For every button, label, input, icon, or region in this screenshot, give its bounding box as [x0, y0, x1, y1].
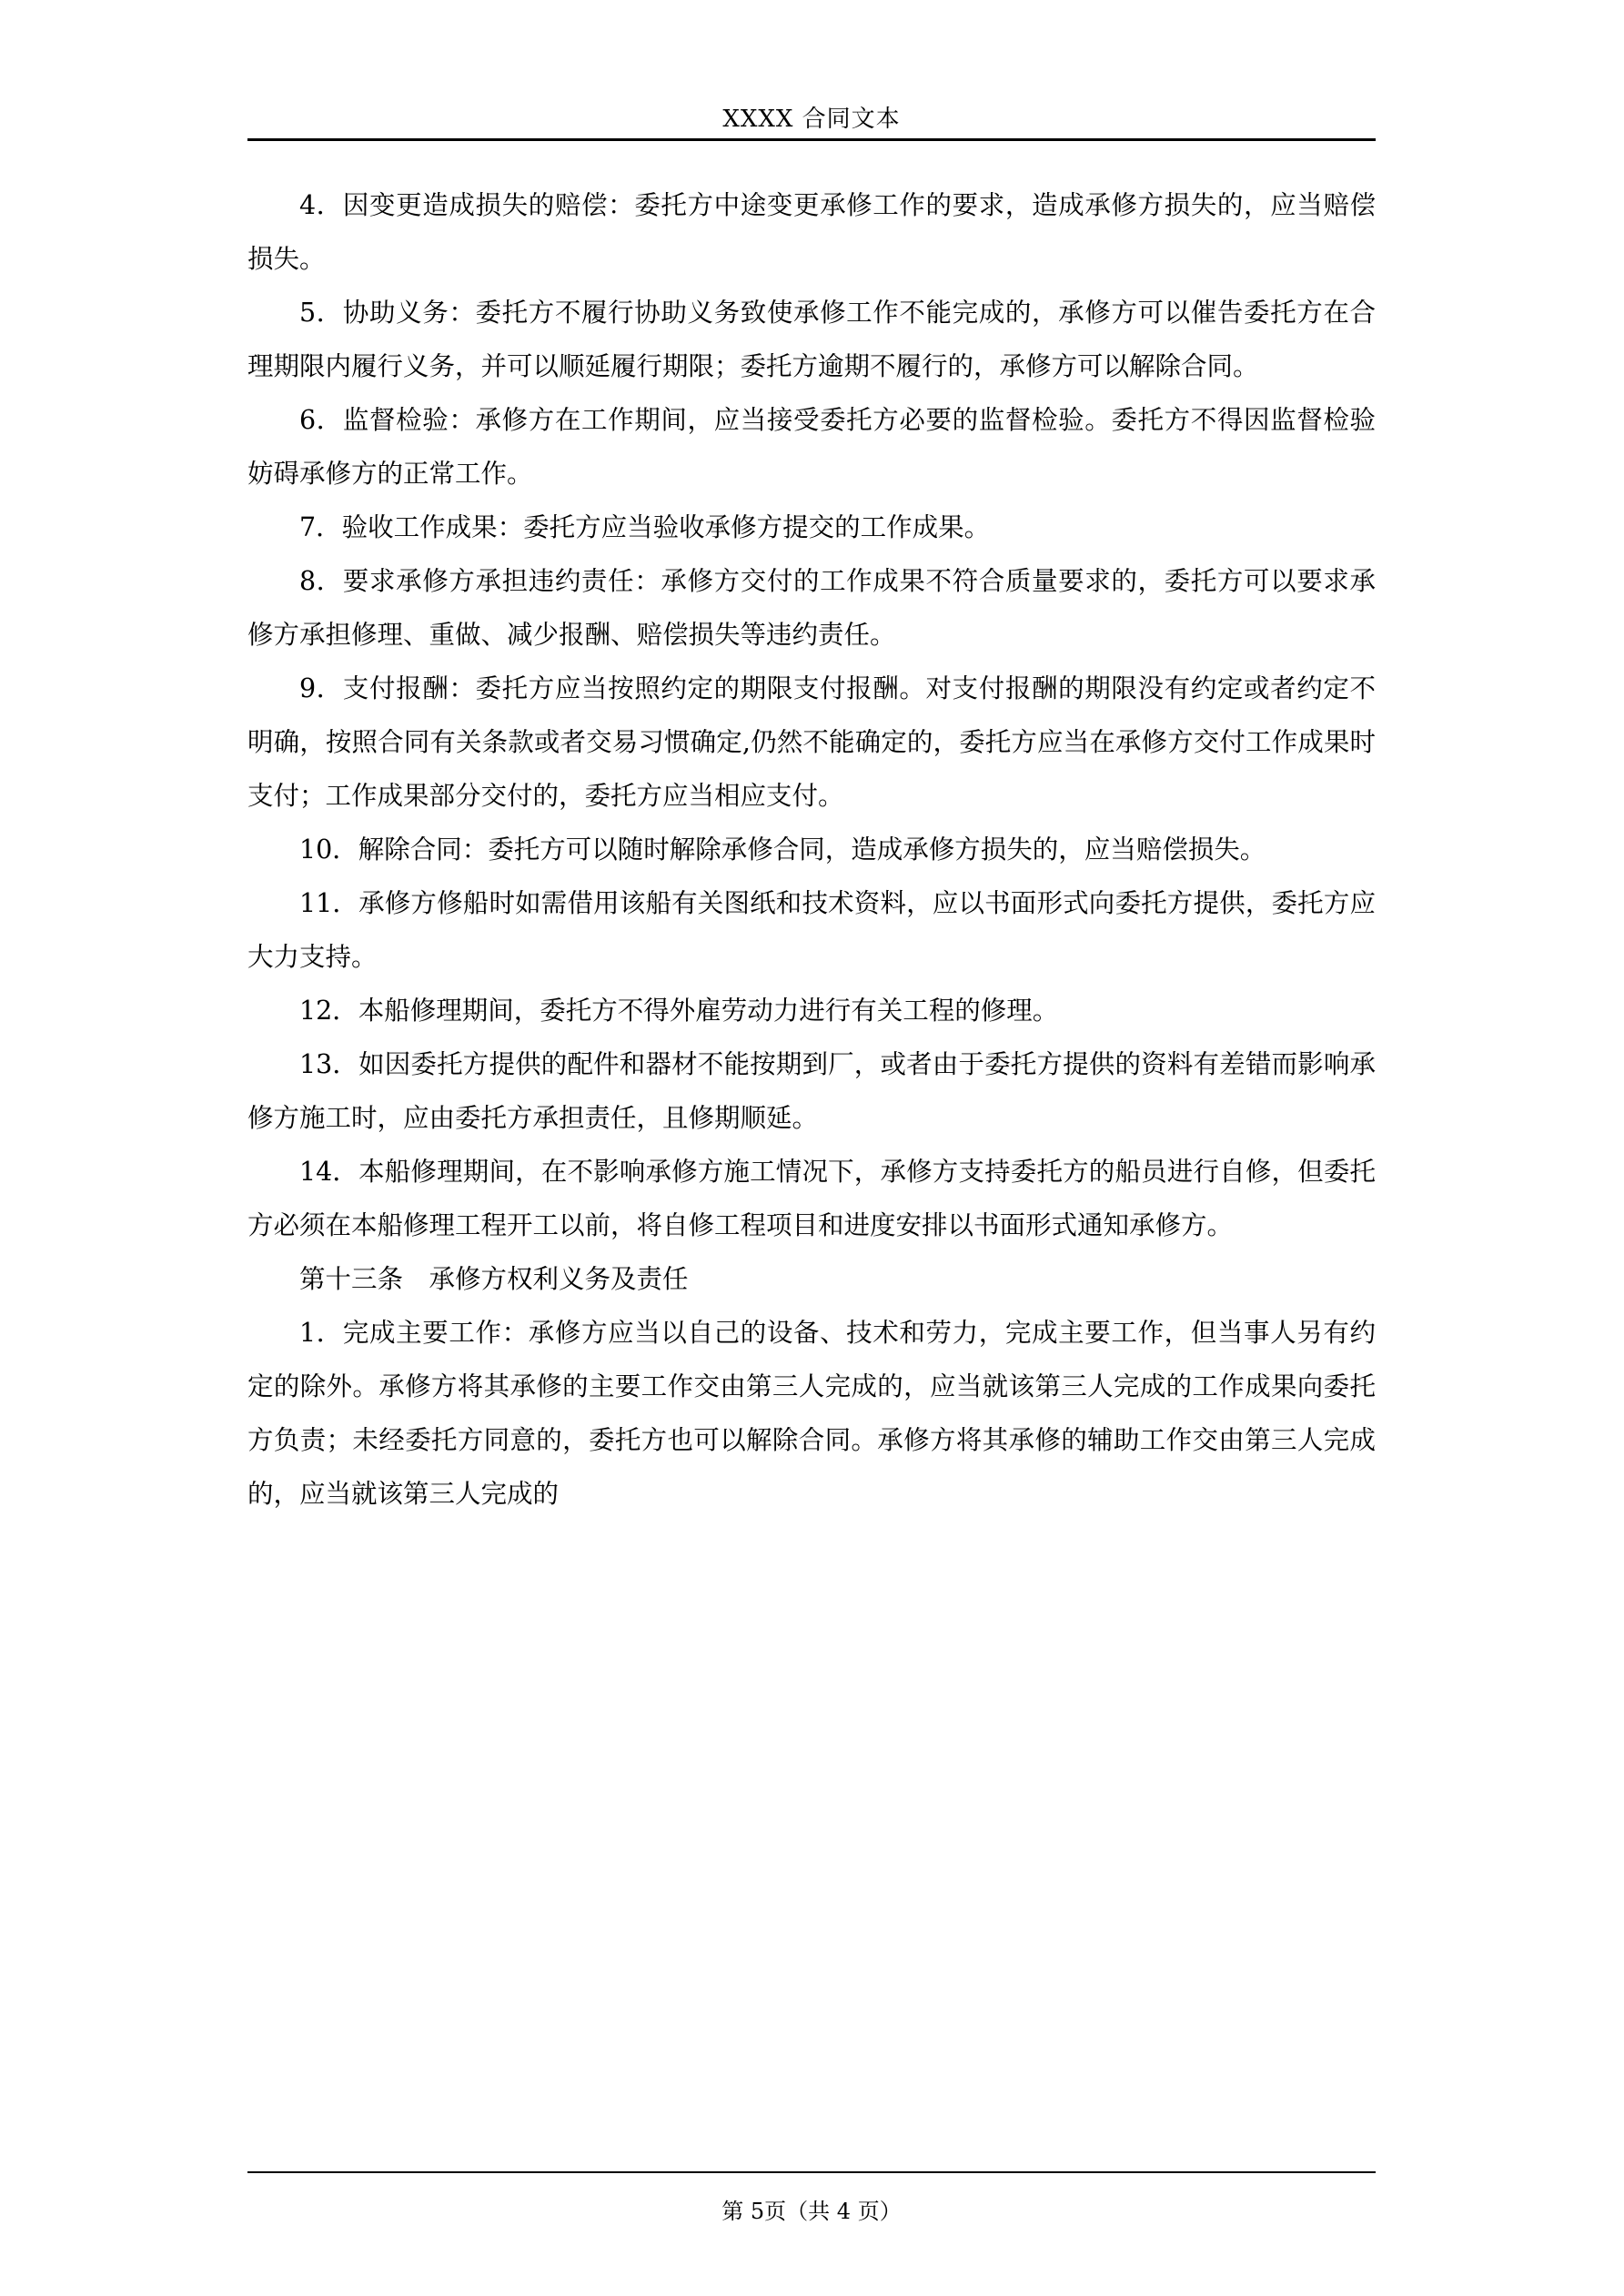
paragraph: 12．本船修理期间，委托方不得外雇劳动力进行有关工程的修理。 — [299, 996, 1059, 1026]
page-content — [247, 0, 1376, 2296]
paragraph: 11．承修方修船时如需借用该船有关图纸和技术资料，应以书面形式向委托方提供，委托方应大力支持。 — [247, 888, 1376, 972]
paragraph: 10．解除合同：委托方可以随时解除承修合同，造成承修方损失的，应当赔偿损失。 — [299, 834, 1266, 865]
document-body — [247, 178, 1376, 1521]
page-number: 第 5页（共 4 页） — [721, 2199, 902, 2224]
paragraph: 14．本船修理期间，在不影响承修方施工情况下，承修方支持委托方的船员进行自修，但委托方必须在本船修理工程开工以前，将自修工程项目和进度安排以书面形式通知承修方。 — [247, 1157, 1376, 1240]
paragraph: 5．协助义务：委托方不履行协助义务致使承修工作不能完成的，承修方可以催告委托方在合理期限内履行义务，并可以顺延履行期限；委托方逾期不履行的，承修方可以解除合同。 — [247, 298, 1376, 381]
section-heading: 第十三条 承修方权利义务及责任 — [299, 1264, 689, 1294]
header-title: XXXX 合同文本 — [722, 106, 901, 133]
paragraph: 7．验收工作成果：委托方应当验收承修方提交的工作成果。 — [299, 512, 991, 542]
paragraph: 1．完成主要工作：承修方应当以自己的设备、技术和劳力，完成主要工作，但当事人另有约定的除外。承修方将其承修的主要工作交由第三人完成的，应当就该第三人完成的工作成果向委托方负责；未经委托方同意的，委托方也可以解除合同。承修方将其承修的辅助工作交由第三人完成的，应当就该第三人完成的 — [247, 1318, 1376, 1509]
header-divider — [247, 138, 1376, 141]
paragraph: 6．监督检验：承修方在工作期间，应当接受委托方必要的监督检验。委托方不得因监督检验妨碍承修方的正常工作。 — [247, 405, 1376, 489]
page-header — [247, 100, 1376, 134]
paragraph: 8．要求承修方承担违约责任：承修方交付的工作成果不符合质量要求的，委托方可以要求承修方承担修理、重做、减少报酬、赔偿损失等违约责任。 — [247, 566, 1376, 650]
paragraph: 13．如因委托方提供的配件和器材不能按期到厂，或者由于委托方提供的资料有差错而影响承修方施工时，应由委托方承担责任，且修期顺延。 — [247, 1049, 1376, 1133]
page-footer — [247, 2193, 1376, 2225]
footer-divider — [247, 2171, 1376, 2173]
paragraph: 4．因变更造成损失的赔偿：委托方中途变更承修工作的要求，造成承修方损失的，应当赔偿损失。 — [247, 190, 1376, 274]
paragraph: 9．支付报酬：委托方应当按照约定的期限支付报酬。对支付报酬的期限没有约定或者约定不明确，按照合同有关条款或者交易习惯确定,仍然不能确定的，委托方应当在承修方交付工作成果时支付；工作成果部分交付的，委托方应当相应支付。 — [247, 673, 1376, 811]
